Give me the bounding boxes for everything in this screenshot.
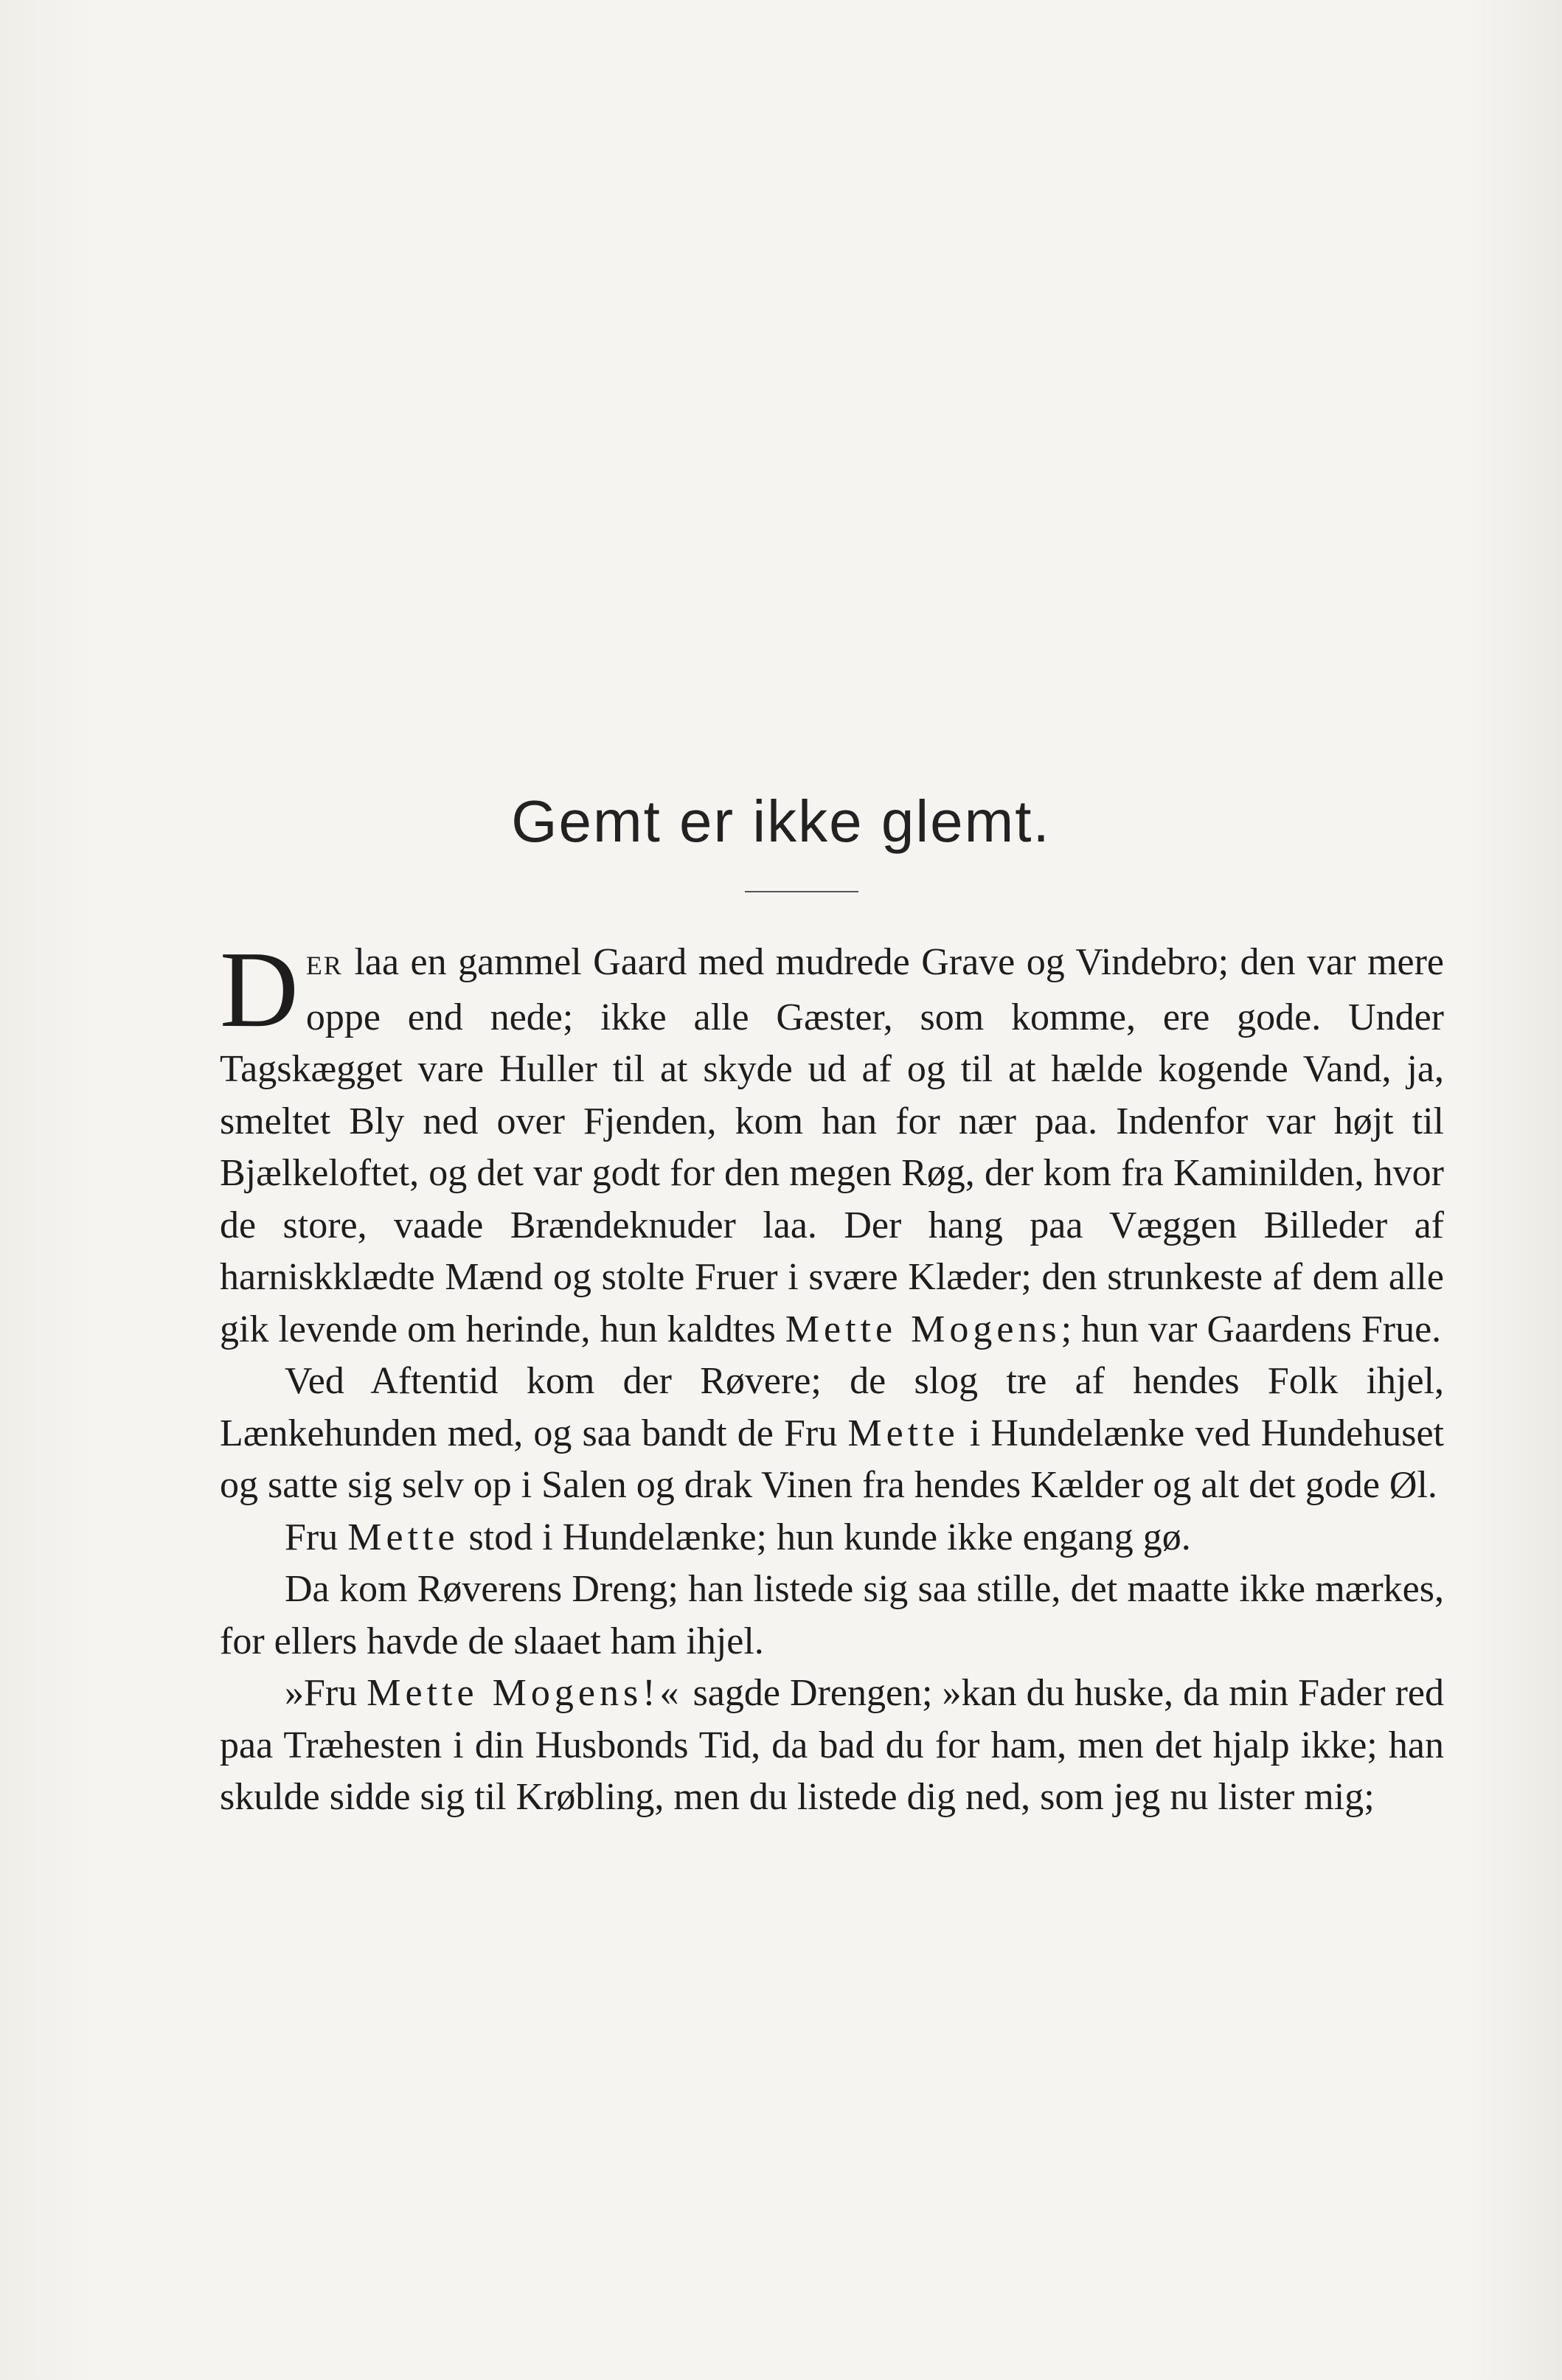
paragraph-text: Ved Aftentid kom der Røvere; de slog tre af hendes Folk ihjel, Lænkehunden med, og saa bandt de Fru: [220, 1360, 1444, 1454]
spaced-name: Mette: [347, 1516, 459, 1558]
paragraph-text: Frue.: [1361, 1308, 1442, 1350]
body-text: [220, 929, 1444, 1824]
paragraph-text: stod i Hundelænke; hun kunde ikke engang gø.: [459, 1516, 1191, 1558]
drop-cap: D: [220, 929, 299, 1050]
paragraph-text: laa en gammel Gaard med mudrede Grave og Vindebro; den var mere oppe end nede; ikke alle Gæster, som komme, ere gode. Under Tagskægget vare Huller til at skyde ud af og til at hælde kogende Vand, ja, smeltet Bly ned over Fjenden, kom han for nær paa. Indenfor var højt til Bjælkeloftet, og det var godt for den megen Røg, der kom fra Kaminilden, hvor de store, vaade Brændeknuder laa. Der hang paa Væggen Billeder af harniskklædte Mænd og stolte Fruer i svære Klæder; den strunkeste af dem alle gik levende om herinde, hun kaldtes: [220, 941, 1444, 1350]
small-caps-lead: ER: [305, 951, 343, 980]
paragraph-4: Da kom Røverens Dreng; han listede sig saa stille, det maatte ikke mærkes, for ellers havde de slaaet ham ihjel.: [220, 1568, 1444, 1662]
spaced-name: Mette: [847, 1412, 959, 1454]
paragraph-text: »Fru: [285, 1672, 367, 1714]
paragraph-text: ; hun var Gaardens: [1061, 1308, 1361, 1350]
paragraph-1: [220, 929, 1444, 1356]
paragraph-2: [220, 1356, 1444, 1512]
chapter-title: Gemt er ikke glemt.: [511, 788, 1051, 854]
paragraph-text: Fru: [285, 1516, 348, 1558]
paragraph-text: sagde Drengen; »kan du huske, da min Fader red paa Træhesten i din Husbonds Tid, da bad du for ham, men det hjalp ikke; han skulde sidde sig til Krøbling, men du listede dig ned, som jeg nu lister mig;: [220, 1672, 1444, 1818]
title-divider: [745, 891, 858, 892]
paragraph-3: [220, 1512, 1444, 1564]
paragraph-text: i Hundelænke ved Hundehuset og satte sig selv op i Salen og drak Vinen fra hendes Kælder og alt det gode Øl.: [220, 1412, 1444, 1506]
paragraph-5: [220, 1668, 1444, 1824]
spaced-name: Mette Mogens!«: [367, 1672, 684, 1714]
spaced-name: Mette Mogens: [785, 1308, 1061, 1350]
